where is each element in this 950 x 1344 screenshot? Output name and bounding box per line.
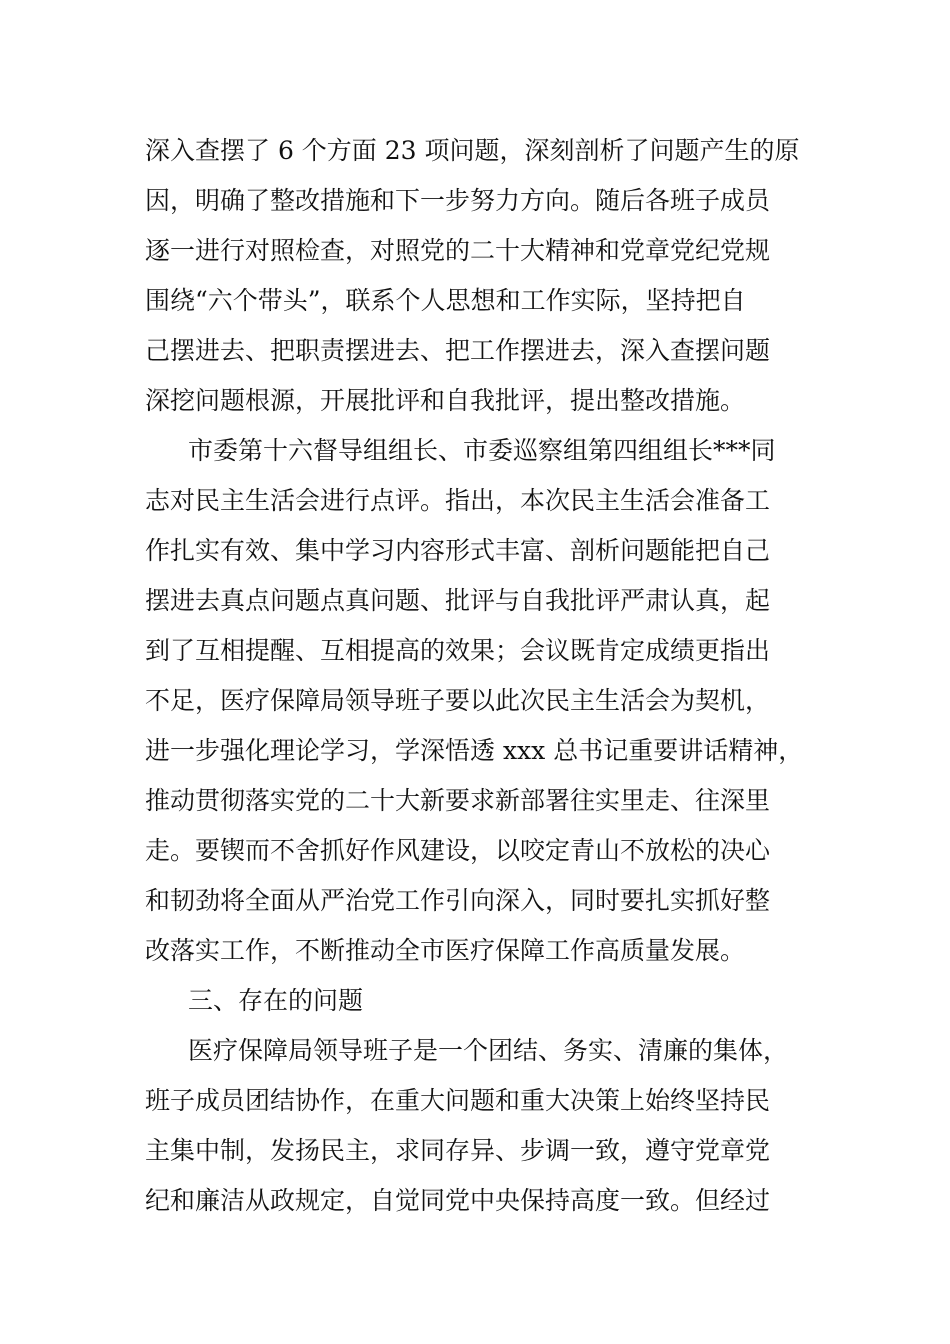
- text-line: 推动贯彻落实党的二十大新要求新部署往实里走、往深里: [145, 786, 771, 815]
- text-line: 不足，医疗保障局领导班子要以此次民主生活会为契机，: [145, 686, 771, 715]
- text-line: 深挖问题根源，开展批评和自我批评，提出整改措施。: [145, 386, 746, 415]
- text-line: 班子成员团结协作，在重大问题和重大决策上始终坚持民: [145, 1086, 771, 1115]
- text-line: 进一步强化理论学习，学深悟透 xxx 总书记重要讲话精神，: [145, 736, 804, 765]
- text-line: 逐一进行对照检查，对照党的二十大精神和党章党纪党规: [145, 236, 771, 265]
- text-line: 围绕“六个带头”，联系个人思想和工作实际，坚持把自: [145, 286, 746, 315]
- text-line: 作扎实有效、集中学习内容形式丰富、剖析问题能把自己: [145, 536, 771, 565]
- text-line: 走。要锲而不舍抓好作风建设，以咬定青山不放松的决心: [145, 836, 771, 865]
- text-line: 到了互相提醒、互相提高的效果；会议既肯定成绩更指出: [145, 636, 771, 665]
- text-line: 改落实工作，不断推动全市医疗保障工作高质量发展。: [145, 936, 746, 965]
- text-line: 市委第十六督导组组长、市委巡察组第四组组长***同: [188, 436, 776, 465]
- text-line: 深入查摆了 6 个方面 23 项问题，深刻剖析了问题产生的原: [145, 136, 800, 165]
- text-line: 和韧劲将全面从严治党工作引向深入，同时要扎实抓好整: [145, 886, 771, 915]
- text-line: 医疗保障局领导班子是一个团结、务实、清廉的集体，: [188, 1036, 789, 1065]
- section-heading: 三、存在的问题: [188, 986, 364, 1015]
- text-line: 主集中制，发扬民主，求同存异、步调一致，遵守党章党: [145, 1136, 771, 1165]
- text-line: 志对民主生活会进行点评。指出，本次民主生活会准备工: [145, 486, 771, 515]
- text-line: 己摆进去、把职责摆进去、把工作摆进去，深入查摆问题: [145, 336, 771, 365]
- text-line: 摆进去真点问题点真问题、批评与自我批评严肃认真，起: [145, 586, 771, 615]
- text-line: 纪和廉洁从政规定，自觉同党中央保持高度一致。但经过: [145, 1186, 771, 1215]
- text-line: 因，明确了整改措施和下一步努力方向。随后各班子成员: [145, 186, 771, 215]
